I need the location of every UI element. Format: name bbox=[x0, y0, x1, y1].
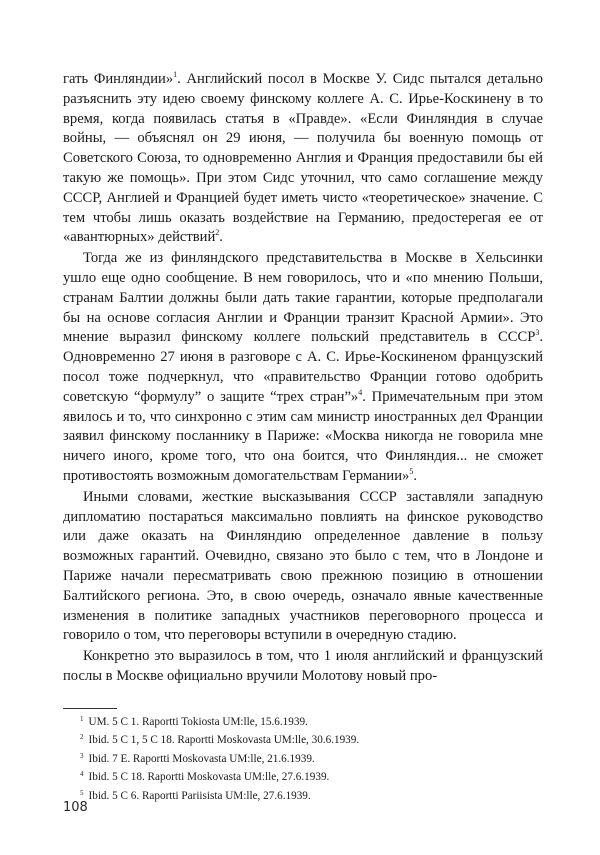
paragraph bbox=[63, 70, 543, 248]
footnote-ref: 2 bbox=[215, 228, 220, 238]
text-run: Тогда же из финляндского представительства в Москве в Хельсинки ушло еще одно сообщение. В нем говорилось, что и «по мнению Польши, странам Балтии должны были дать такие гарантии, которые предполагали бы на основе согласия Англии и Франции транзит Красной Армии». Это мнение выразил финскому коллеге польский представитель в СССР bbox=[63, 250, 543, 346]
footnote-number: 4 bbox=[80, 770, 84, 779]
footnote bbox=[80, 786, 540, 804]
footnote bbox=[80, 712, 540, 730]
footnote-number: 2 bbox=[80, 733, 84, 742]
footnote bbox=[80, 767, 540, 785]
footnote-ref: 4 bbox=[358, 387, 363, 397]
text-run: . bbox=[219, 229, 223, 246]
text-run: Конкретно это выразилось в том, что 1 июля английский и французский послы в Москве официально вручили Молотову новый про- bbox=[63, 648, 543, 684]
text-run: . Одновременно 27 июня в разговоре с А. С. Ирье-Коскиненом французский посол тоже подчеркнул, что «правительство Франции готово одобрить советскую “формулу” о защите “трех стран”» bbox=[63, 329, 543, 405]
footnote-text: UM. 5 C 1. Raportti Tokiosta UM:lle, 15.6.1939. bbox=[88, 716, 308, 728]
footnote-number: 1 bbox=[80, 715, 84, 723]
footnote-text: Ibid. 5 C 1, 5 C 18. Raportti Moskovasta UM:lle, 30.6.1939. bbox=[88, 734, 360, 747]
footnote bbox=[80, 749, 540, 767]
text-run: гать Финляндии» bbox=[63, 71, 174, 87]
paragraph bbox=[63, 647, 543, 687]
footnote-text: Ibid. 5 C 18. Raportti Moskovasta UM:lle, 27.6.1939. bbox=[88, 771, 330, 784]
footnote-ref: 1 bbox=[173, 70, 178, 79]
footnote bbox=[80, 730, 540, 748]
footnote-ref: 5 bbox=[409, 466, 414, 476]
text-run: . bbox=[413, 467, 417, 484]
text-run: . Примечательным при этом явилось и то, что синхронно с этим сам министр иностранных дел Франции заявил финскому посланнику в Париже: «Москва никогда не говорила мне ничего иного, кроме того, что она боится, что Финляндия... не сможет противостоять возможным домогательствам Германии» bbox=[63, 388, 543, 484]
footnote-number: 5 bbox=[80, 788, 84, 797]
footnote-text: Ibid. 5 C 6. Raportti Pariisista UM:lle, 27.6.1939. bbox=[88, 789, 311, 802]
page-body bbox=[63, 70, 543, 687]
page-number: 108 bbox=[63, 800, 88, 815]
paragraph bbox=[63, 488, 543, 646]
footnote-text: Ibid. 7 E. Raportti Moskovasta UM:lle, 21.6.1939. bbox=[88, 752, 315, 765]
main-text bbox=[63, 70, 543, 687]
text-run: . Английский посол в Москве У. Сидс пытался детально разъяснить эту идею своему финскому коллеге А. С. Ирье-Коскинену в то время, когда появилась статья в «Правде». «Если Финляндия в случае войны, — объяснял он 29 июня, — получила бы военную помощь от Советского Союза, то одновременно Англия и Франция предоставили бы ей такую же помощь». При этом Сидс уточнил, что само соглашение между СССР, Англией и Францией будет иметь чисто «теоретическое» значение. С тем чтобы лишь оказать воздействие на Германию, предостерегая ее от «авантюрных» действий bbox=[63, 71, 543, 246]
footnotes bbox=[80, 712, 540, 804]
footnote-ref: 3 bbox=[535, 328, 540, 338]
text-run: Иными словами, жесткие высказывания СССР заставляли западную дипломатию постараться максимально повлиять на финское руководство или даже оказать на Финляндию определенное давление в пользу возможных гарантий. Очевидно, связано это было с тем, что в Лондоне и Париже начали пересматривать свою прежнюю позицию в отношении Балтийского региона. Это, в свою очередь, означало явные качественные изменения в политике западных участников переговорного процесса и говорило о том, что переговоры вступили в очередную стадию. bbox=[63, 488, 543, 644]
footnote-number: 3 bbox=[80, 751, 84, 760]
paragraph bbox=[63, 249, 543, 487]
footnote-separator bbox=[63, 708, 117, 709]
